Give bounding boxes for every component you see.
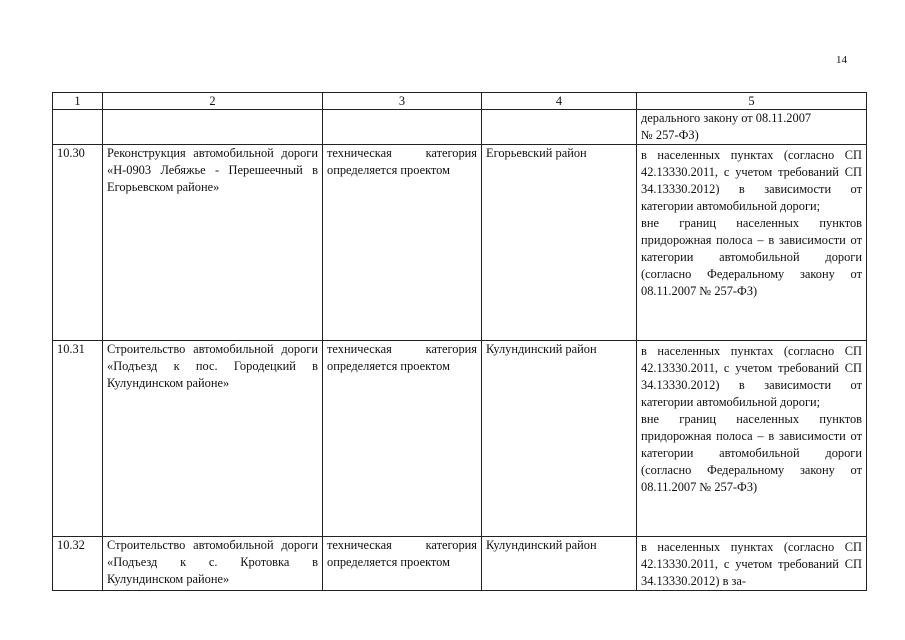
zone-paragraph: в населенных пунктах (согласно СП 42.13330.2011, с учетом требований СП 34.13330.2012) в за- (641, 540, 862, 588)
object-name: Реконструкция автомобильной дороги «Н-0903 Лебяжье - Перешеечный в Егорьевском районе» (103, 145, 323, 341)
object-name: Строительство автомобильной дороги «Подъезд к с. Кротовка в Кулундинском районе» (103, 537, 323, 591)
cell-text: дерального закону от 08.11.2007 (641, 111, 812, 125)
table-cell (482, 110, 637, 145)
page-number: 14 (836, 54, 847, 66)
table-cell (323, 110, 482, 145)
object-category: техническая категория определяется проектом (323, 537, 482, 591)
column-header: 5 (637, 93, 867, 110)
object-district: Егорьевский район (482, 145, 637, 341)
zone-paragraph: вне границ населенных пунктов придорожная полоса – в зависимости от категории автомобильной дороги (согласно Федеральному закону от 08.11.2007 № 257-ФЗ) (641, 412, 862, 494)
column-header: 2 (103, 93, 323, 110)
continuation-row (53, 110, 867, 145)
object-district: Кулундинский район (482, 341, 637, 537)
object-zone (637, 145, 867, 341)
object-district: Кулундинский район (482, 537, 637, 591)
object-category: техническая категория определяется проектом (323, 145, 482, 341)
table-row (53, 341, 867, 537)
table-cell (637, 110, 867, 145)
zone-paragraph: в населенных пунктах (согласно СП 42.13330.2011, с учетом требований СП 34.13330.2012) в зависимости от категории автомобильной дороги; (641, 148, 862, 213)
cell-text: № 257-ФЗ) (641, 128, 699, 142)
objects-table (52, 92, 867, 591)
table-header-row (53, 93, 867, 110)
object-zone (637, 341, 867, 537)
zone-paragraph: вне границ населенных пунктов придорожная полоса – в зависимости от категории автомобильной дороги (согласно Федеральному закону от 08.11.2007 № 257-ФЗ) (641, 216, 862, 298)
object-name: Строительство автомобильной дороги «Подъезд к пос. Городецкий в Кулундинском районе» (103, 341, 323, 537)
table-row (53, 145, 867, 341)
column-header: 4 (482, 93, 637, 110)
row-number: 10.31 (53, 341, 103, 537)
object-zone (637, 537, 867, 591)
table-row (53, 537, 867, 591)
table-cell (53, 110, 103, 145)
row-number: 10.30 (53, 145, 103, 341)
zone-paragraph: в населенных пунктах (согласно СП 42.13330.2011, с учетом требований СП 34.13330.2012) в зависимости от категории автомобильной дороги; (641, 344, 862, 409)
object-category: техническая категория определяется проектом (323, 341, 482, 537)
column-header: 3 (323, 93, 482, 110)
table-cell (103, 110, 323, 145)
row-number: 10.32 (53, 537, 103, 591)
column-header: 1 (53, 93, 103, 110)
